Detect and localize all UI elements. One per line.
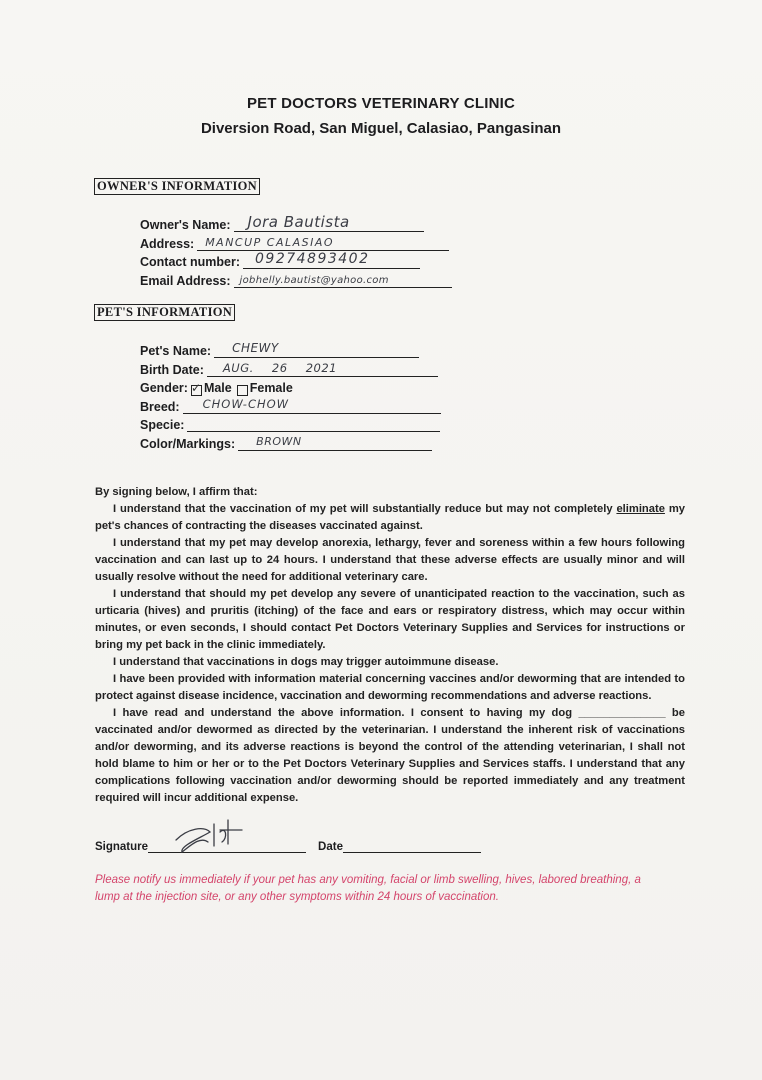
pet-gender-label: Gender: bbox=[140, 381, 188, 395]
pet-breed-label: Breed: bbox=[140, 400, 180, 414]
owner-contact-value: 09274893402 bbox=[255, 251, 370, 267]
pet-breed-value: CHOW-CHOW bbox=[202, 397, 290, 411]
owner-email-value: jobhelly.bautist@yahoo.com bbox=[239, 275, 389, 286]
pet-color-label: Color/Markings: bbox=[140, 437, 236, 451]
owner-section-title: OWNER'S INFORMATION bbox=[94, 178, 260, 195]
pet-color-value: BROWN bbox=[256, 435, 302, 448]
signature-row bbox=[95, 838, 481, 853]
signature-label: Signature bbox=[95, 841, 149, 853]
pet-breed-field[interactable] bbox=[183, 397, 441, 414]
owner-address-row bbox=[140, 233, 449, 251]
signature-scribble-icon bbox=[170, 816, 260, 856]
pet-section-title: PET'S INFORMATION bbox=[94, 304, 235, 321]
pet-color-row bbox=[140, 433, 432, 451]
pet-birth-field[interactable] bbox=[207, 360, 438, 377]
pet-name-value: CHEWY bbox=[232, 341, 279, 355]
notice-text: Please notify us immediately if your pet has any vomiting, facial or limb swelling, hives, labored breathing, a lump at the injection site, or any other symptoms within 24 hours of vaccination. bbox=[95, 874, 641, 903]
pet-specie-field[interactable] bbox=[187, 415, 440, 432]
affirmation-p1-text-b: my pet's chances of contracting the diseases vaccinated against. bbox=[95, 503, 685, 532]
pet-birth-label: Birth Date: bbox=[140, 363, 204, 377]
affirmation-paragraph-6: I have read and understand the above information. I consent to having my dog ______________ be vaccinated and/or dewormed as directed by the veterinarian. I understand the inherent risk of vaccinations and/or deworming, and its adverse reactions is beyond the control of the attending veterinarian, I shall not hold blame to him or her or to the Pet Doctors Veterinary Supplies and Services staffs. I understand that any complications following vaccination and/or deworming should be reported immediately and any treatment required will incur additional expense. bbox=[95, 707, 685, 804]
affirmation-lead: By signing below, I affirm that: bbox=[95, 486, 258, 498]
owner-email-field[interactable] bbox=[234, 271, 452, 288]
pet-breed-row bbox=[140, 396, 441, 414]
pet-specie-label: Specie: bbox=[140, 418, 185, 432]
pet-gender-row bbox=[140, 377, 293, 395]
owner-contact-row bbox=[140, 251, 420, 269]
owner-contact-label: Contact number: bbox=[140, 255, 240, 269]
owner-name-label: Owner's Name: bbox=[140, 218, 231, 232]
owner-address-label: Address: bbox=[140, 237, 195, 251]
pet-birth-value: AUG. 26 2021 bbox=[222, 361, 337, 375]
owner-address-field[interactable] bbox=[197, 234, 449, 251]
clinic-address: Diversion Road, San Miguel, Calasiao, Pangasinan bbox=[200, 120, 562, 137]
owner-name-value: Jora Bautista bbox=[247, 213, 350, 231]
affirmation-p1-text-a: I understand that the vaccination of my pet will substantially reduce but may not completely bbox=[113, 503, 617, 515]
signature-field[interactable] bbox=[148, 838, 306, 853]
owner-contact-field[interactable] bbox=[243, 252, 420, 269]
pet-name-row bbox=[140, 340, 419, 358]
affirmation-block bbox=[95, 484, 685, 807]
pet-color-field[interactable] bbox=[238, 434, 432, 451]
affirmation-paragraph-2: I understand that my pet may develop anorexia, lethargy, fever and soreness within a few hours following vaccination and can last up to 24 hours. I understand that these adverse effects are usually minor and will usually resolve without the need for additional veterinary care. bbox=[95, 537, 685, 583]
gender-male-label: Male bbox=[203, 381, 232, 395]
clinic-name: PET DOCTORS VETERINARY CLINIC bbox=[246, 95, 516, 112]
pet-specie-row bbox=[140, 414, 440, 432]
gender-female-label: Female bbox=[249, 381, 293, 395]
date-label: Date bbox=[318, 841, 343, 853]
check-mark-icon: ✓ bbox=[190, 381, 201, 395]
pet-birth-row bbox=[140, 359, 438, 377]
pet-name-field[interactable] bbox=[214, 341, 419, 358]
affirmation-paragraph-4: I understand that vaccinations in dogs may trigger autoimmune disease. bbox=[113, 656, 499, 668]
date-field[interactable] bbox=[343, 838, 481, 853]
affirmation-paragraph-5: I have been provided with information material concerning vaccines and/or deworming that are intended to protect against disease incidence, vaccination and deworming recommendations and adverse reactions. bbox=[95, 673, 685, 702]
affirmation-paragraph-3: I understand that should my pet develop any severe of unanticipated reaction to the vaccination, such as urticaria (hives) and pruritis (itching) of the face and ears or respiratory distress, which may occur within minutes, or even seconds, I should contact Pet Doctors Veterinary Supplies and Services for instructions or bring my pet back in the clinic immediately. bbox=[95, 588, 685, 651]
affirmation-p1-underlined: eliminate bbox=[616, 503, 665, 515]
pet-name-label: Pet's Name: bbox=[140, 344, 212, 358]
gender-male-checkbox[interactable] bbox=[190, 381, 202, 396]
gender-female-checkbox[interactable] bbox=[237, 385, 248, 396]
owner-name-row bbox=[140, 214, 424, 232]
owner-email-row bbox=[140, 270, 452, 288]
owner-name-field[interactable] bbox=[234, 215, 424, 232]
affirmation-paragraph-1 bbox=[95, 501, 685, 535]
owner-address-value: MANCUP CALASIAO bbox=[205, 236, 335, 249]
owner-email-label: Email Address: bbox=[140, 274, 231, 288]
